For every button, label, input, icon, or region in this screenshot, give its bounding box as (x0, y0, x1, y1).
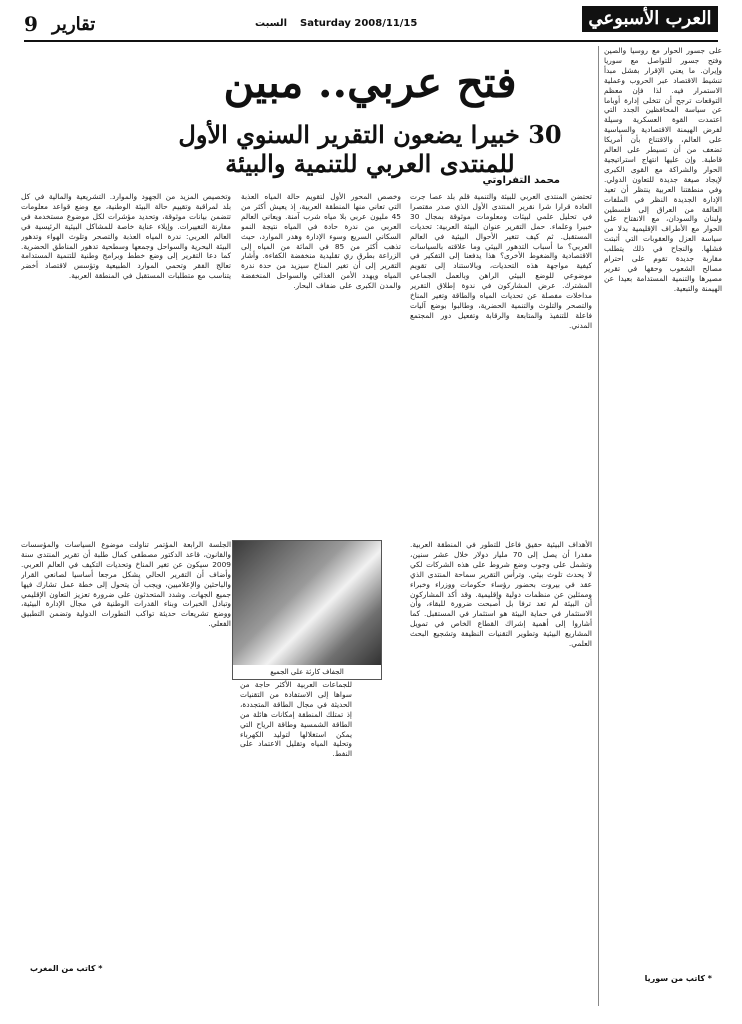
column-main-3: وتخصيص المزيد من الجهود والموارد. التشريعية والمالية في كل بلد لمراقبة وتقييم حالة البيئة الوطنية، مع وضع قواعد معلومات تتضمن بيانات موثوقة، وتحديد مؤشرات لكل موضوع مستخدمة في مقارنة التغييرات. وإيلاء عناية خاصة للمشاكل البيئية الرئيسية في العالم العربي: ندرة المياه العذبة والتصحر وتلوث الهواء وتدهور البيئة البحرية والسواحل وجمعها وسطحية تدهور المناطق الحضرية. كما دعا التقرير إلى وضع خطط وبرامج وطنية للتنمية المستدامة تعالج الفقر وتحمي الموارد الطبيعية وتؤسس لاقتصاد أخضر يتناسب مع متطلبات المستقبل في المنطقة العربية. (21, 192, 231, 281)
column-bottom-1: الأهداف البيئية حقيق فاعل للتطور في المنطقة العربية. مقدرا أن يصل إلى 70 مليار دولار خلال عشر سنين، وتشمل على وجوب وضع شروط على هذه الشركات لكي لا يحدث تلوث بيئي. وترأس التقرير سماحة المنتدى الذي عقد في بيروت بحضور رؤساء حكومات ووزراء وخبراء وممثلين عن منظمات دولية وإقليمية. وقد أكد المشاركون أن البيئة لم تعد ترفا بل أصبحت ضرورة للبقاء، وأن الاستثمار في حماية البيئة هو استثمار في المستقبل. كما أشاروا إلى أهمية إشراك القطاع الخاص في تمويل المشاريع البيئية وتطوير التقنيات النظيفة وتشجيع البحث العلمي. (410, 540, 592, 649)
byline: محمد التفراوتي (482, 175, 560, 186)
photo-caption: الجفاف كارثة على الجميع (233, 665, 381, 679)
article-photo (232, 540, 382, 680)
page-number: 9 (24, 12, 38, 36)
column-main-1: تحتضن المنتدى العربي للبيئة والتنمية قلم بلد عصا جرت العادة قرارا شرا نقرير المنتدى الأول الذي صدر مقتصرا في تحليل علمي لبيئات ومعلومات موثوقة بمجال 30 خبيرا وعلماء. حمل التقرير عنوان البيئة العربية: تحديات المستقبل. ثم كيف تتغير الأحوال البيئية في العالم العربي؟ ما أسباب التدهور البيئي وما علاقته بالسياسات الاقتصادية والضغوط الأخرى؟ هذا يدفعنا إلى التفكير في كيفية مواجهة هذه التحديات، وبالاستناد إلى تقويم موضوعي للوضع البيئي الراهن وبالعمل الجماعي المشترك. عرض المشاركون في ندوة إطلاق التقرير مداخلات مفصلة عن تحديات المياه والطاقة وتغير المناخ والتصحر والتلوث والتنمية الحضرية، وطالبوا بوضع آليات فاعلة للتنفيذ والمتابعة والرقابة وتفعيل دور المجتمع المدني. (410, 192, 592, 330)
date-english: Saturday 2008/11/15 (300, 18, 418, 29)
subheadline: 30 خبيرا يضعون التقرير السنوي الأول للمنتدى العربي للتنمية والبيئة (178, 120, 562, 178)
masthead-rule (24, 40, 718, 42)
column-right-article: على جسور الحوار مع روسيا والصين وفتح جسور للتواصل مع سوريا وإيران. ما يعني الإقرار بفشل مبدأ تنشيط الاقتصاد عبر الحروب وعملية الاستمرار فيه. لذا فإن معظم التوقعات ترجح أن تتخلى إدارة أوباما عن سياسة المحافظين الجدد التي اعتمدت القوة العسكرية وسيلة لفرض الهيمنة الاقتصادية والسياسية على العالم، والاقتناع بأن أمريكا تضعف من أن تسيطر على العالم قاطبة. وإن عليها انتهاج استراتيجية الحوار والشراكة مع القوى الكبرى لإيجاد صيغة جديدة للتعاون الدولي. وفي منطقتنا العربية ينتظر أن تعيد الإدارة الجديدة النظر في الملفات العالقة من العراق إلى فلسطين ولبنان والسودان، مع الانفتاح على الحوار مع الأطراف الإقليمية بدلا من سياسة العزل والعقوبات التي أثبتت فشلها. والنجاح في ذلك يتطلب مقاربة جديدة تقوم على احترام مصالح الشعوب وحقها في تقرير مصيرها والتنمية المستدامة بعيدا عن الهيمنة والتبعية. (604, 46, 722, 293)
column-bottom-2: للجماعات العربية الأكثر حاجة من سواها إلى الاستفادة من التقنيات الحديثة في مجال الطاقة المتجددة، إذ تمتلك المنطقة إمكانات هائلة من الطاقة الشمسية وطاقة الرياح التي يمكن استغلالها لتوليد الكهرباء وتحلية المياه وتقليل الاعتماد على النفط. (240, 680, 352, 759)
column-main-2: وخصص المحور الأول لتقويم حالة المياه العذبة التي تعاني منها المنطقة العربية، إذ يعيش أكثر من 45 مليون عربي بلا مياه شرب آمنة. ويعاني العالم العربي من ندرة حادة في المياه نتيجة النمو السكاني السريع وسوء الإدارة وهدر الموارد، حيث تذهب أكثر من 85 في المائة من المياه إلى الزراعة بطرق ري تقليدية منخفضة الكفاءة. وأشار التقرير إلى أن تغير المناخ سيزيد من حدة ندرة المياه ويهدد الأمن الغذائي والسواحل المنخفضة والمدن الكبرى على ضفاف البحار. (241, 192, 401, 291)
author-signature-left: * كاتب من المغرب (30, 964, 103, 973)
date-arabic: السبت (255, 18, 288, 29)
author-signature-right: * كاتب من سوريا (644, 974, 712, 983)
drought-image (233, 541, 381, 679)
column-divider (598, 46, 599, 1006)
headline: فتح عربي.. مبين (223, 58, 517, 107)
masthead (0, 0, 742, 46)
column-bottom-3: الجلسة الرابعة المؤتمر تناولت موضوع السياسات والمؤسسات والقانون، قاعد الدكتور مصطفى كمال طلبة أن تقرير المنتدى سنة 2009 سيكون عن تغير المناخ وتحديات التكيف في العالم العربي. وأضاف أن التقرير الحالي يشكل مرجعا أساسيا لصانعي القرار والباحثين والإعلاميين، ويجب أن يتحول إلى خطة عمل تشارك فيها جميع الجهات. وشدد المتحدثون على ضرورة تعزيز التعاون الإقليمي وتبادل الخبرات وبناء القدرات الوطنية في مجال الإدارة البيئية، ووضع تشريعات حديثة تواكب التطورات الدولية وتضمن التطبيق الفعلي. (21, 540, 231, 629)
newspaper-logo: العرب الأسبوعي (582, 6, 718, 32)
section-title: تقارير (52, 14, 96, 35)
